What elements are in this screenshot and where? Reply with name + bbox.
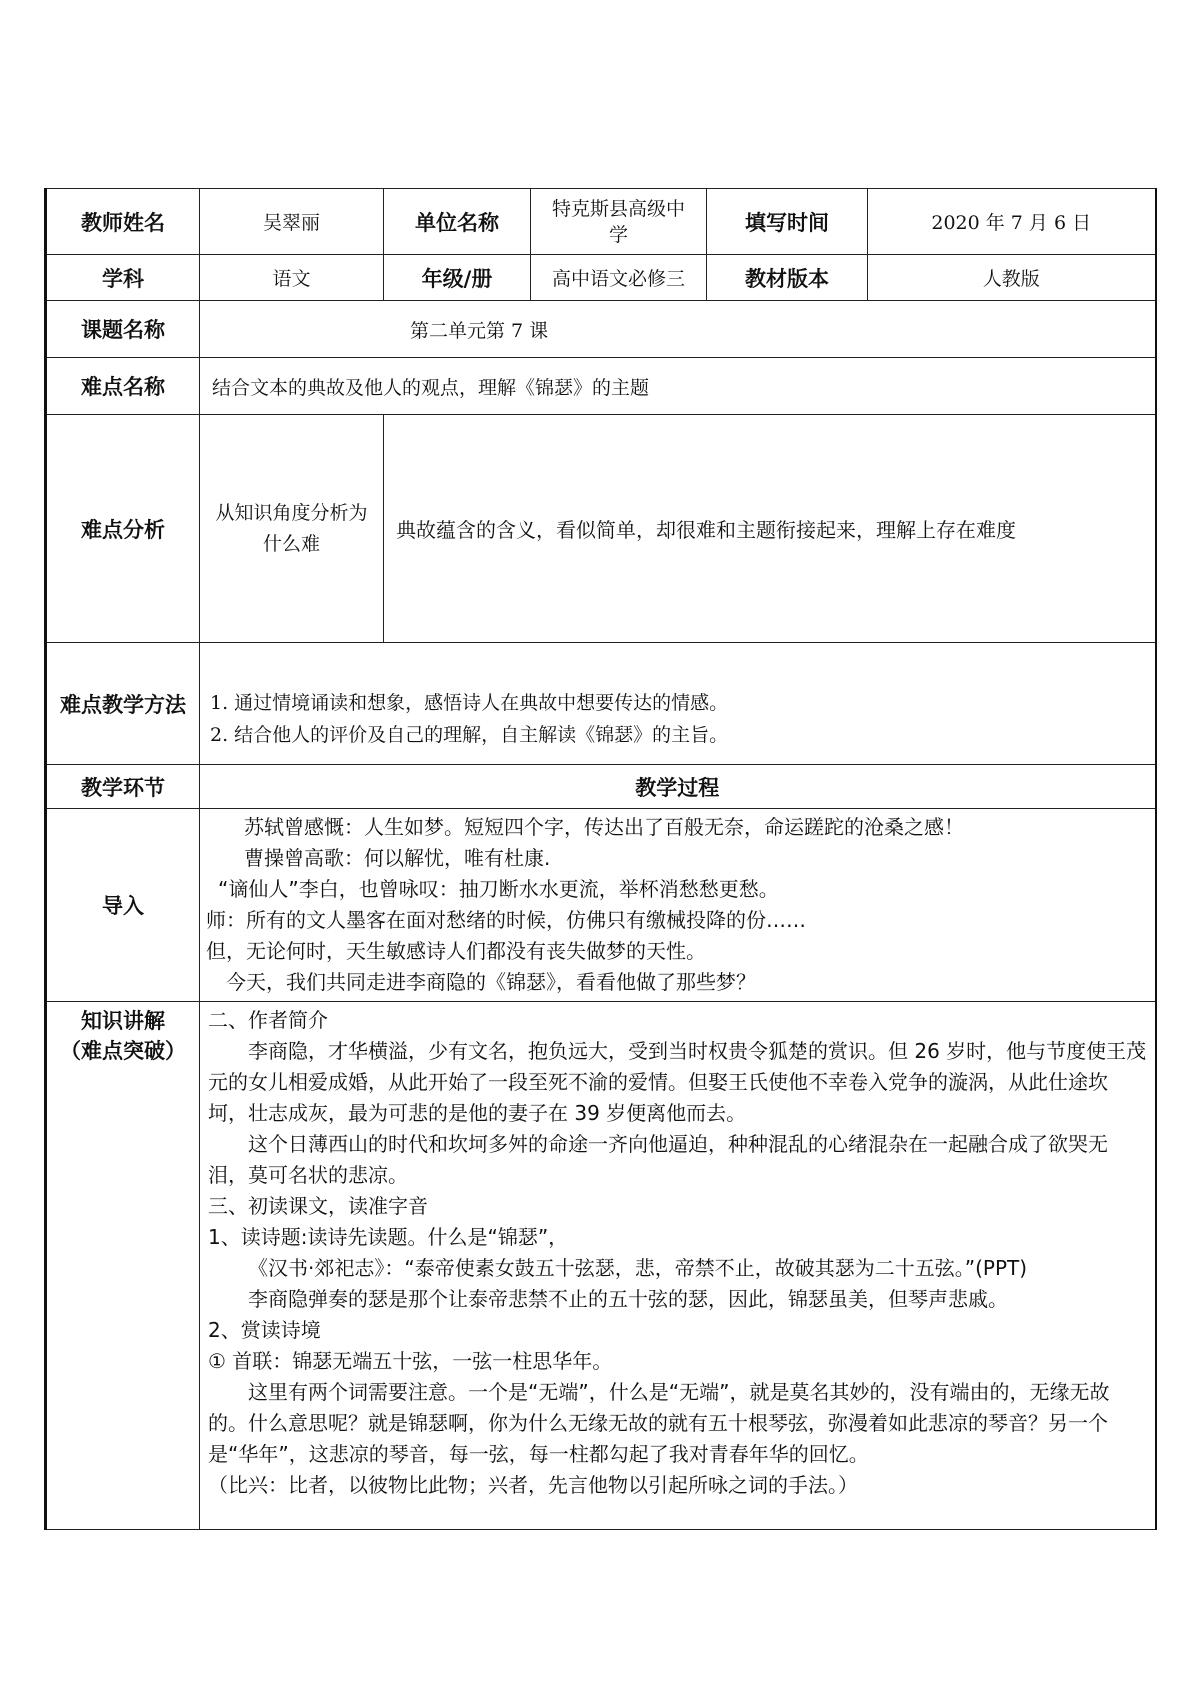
- knowledge-heading: 2、赏读诗境: [208, 1318, 321, 1342]
- unit-name-label: 单位名称: [384, 189, 531, 255]
- analysis-sub-label: 从知识角度分析为什么难: [200, 415, 384, 643]
- knowledge-paragraph: （比兴：比者，以彼物比此物；兴者，先言他物以引起所咏之词的手法。）: [208, 1473, 858, 1497]
- edition-value: 人教版: [868, 255, 1156, 301]
- knowledge-paragraph: 1、读诗题:读诗先读题。什么是“锦瑟”，: [208, 1225, 569, 1249]
- knowledge-paragraph: 这里有两个词需要注意。一个是“无端”，什么是“无端”，就是莫名其妙的，没有端由的，无缘无故的。什么意思呢？就是锦瑟啊，你为什么无缘无故的就有五十根琴弦，弥漫着如此悲凉的琴音？另一个是“华年”，这悲凉的琴音，每一弦，每一柱都勾起了我对青春年华的回忆。: [208, 1380, 1110, 1466]
- intro-line: 今天，我们共同走进李商隐的《锦瑟》，看看他做了那些梦？: [226, 970, 756, 994]
- intro-line: 师：所有的文人墨客在面对愁绪的时候，仿佛只有缴械投降的份……: [206, 908, 806, 932]
- header-row-2: [46, 255, 1156, 301]
- method-row: [46, 643, 1156, 765]
- knowledge-label-line-2: （难点突破）: [60, 1039, 186, 1063]
- difficulty-value: 结合文本的典故及他人的观点，理解《锦瑟》的主题: [200, 358, 1156, 415]
- knowledge-row: [46, 1002, 1156, 1530]
- knowledge-paragraph: 这个日薄西山的时代和坎坷多舛的命途一齐向他逼迫，种种混乱的心绪混杂在一起融合成了欲哭无泪，莫可名状的悲凉。: [208, 1132, 1108, 1187]
- method-content: [200, 643, 1156, 765]
- process-header-row: [46, 765, 1156, 809]
- topic-value: 第二单元第 7 课: [200, 301, 1156, 358]
- lesson-plan-sheet: [44, 188, 1154, 1530]
- grade-value: 高中语文必修三: [531, 255, 707, 301]
- knowledge-paragraph: 李商隐弹奏的瑟是那个让泰帝悲禁不止的五十弦的瑟，因此，锦瑟虽美，但琴声悲戚。: [248, 1287, 1008, 1311]
- knowledge-label-line-1: 知识讲解: [81, 1009, 165, 1033]
- analysis-row: [46, 415, 1156, 643]
- process-header: 教学过程: [200, 765, 1156, 809]
- topic-row: [46, 301, 1156, 358]
- fill-date-label: 填写时间: [707, 189, 868, 255]
- intro-line: “谪仙人”李白，也曾咏叹：抽刀断水水更流，举杯消愁愁更愁。: [218, 877, 779, 901]
- stage-header: 教学环节: [46, 765, 200, 809]
- knowledge-paragraph: 《汉书·郊祀志》：“泰帝使素女鼓五十弦瑟，悲，帝禁不止，故破其瑟为二十五弦。”(PPT): [248, 1256, 1028, 1280]
- intro-line: 苏轼曾感慨：人生如梦。短短四个字，传达出了百般无奈，命运蹉跎的沧桑之感！: [244, 815, 964, 839]
- method-label: 难点教学方法: [46, 643, 200, 765]
- analysis-label: 难点分析: [46, 415, 200, 643]
- intro-row: [46, 809, 1156, 1002]
- unit-name-value: 特克斯县高级中学: [531, 189, 707, 255]
- teacher-name-value: 吴翠丽: [200, 189, 384, 255]
- edition-label: 教材版本: [707, 255, 868, 301]
- topic-label: 课题名称: [46, 301, 200, 358]
- method-line-2: 2. 结合他人的评价及自己的理解，自主解读《锦瑟》的主旨。: [210, 723, 729, 746]
- intro-line: 曹操曾高歌：何以解忧，唯有杜康.: [244, 846, 551, 870]
- method-line-1: 1. 通过情境诵读和想象，感悟诗人在典故中想要传达的情感。: [210, 691, 729, 714]
- fill-date-value: 2020 年 7 月 6 日: [868, 189, 1156, 255]
- knowledge-heading: 三、初读课文，读准字音: [208, 1194, 428, 1218]
- intro-line: 但，无论何时，天生敏感诗人们都没有丧失做梦的天性。: [206, 939, 706, 963]
- header-row-1: [46, 189, 1156, 255]
- grade-label: 年级/册: [384, 255, 531, 301]
- analysis-value: 典故蕴含的含义，看似简单，却很难和主题衔接起来，理解上存在难度: [384, 415, 1156, 643]
- intro-content: [200, 809, 1156, 1002]
- lesson-plan-table: [44, 188, 1157, 1530]
- knowledge-content: [200, 1002, 1156, 1530]
- difficulty-label: 难点名称: [46, 358, 200, 415]
- knowledge-paragraph: 李商隐，才华横溢，少有文名，抱负远大，受到当时权贵令狐楚的赏识。但 26 岁时，他与节度使王茂元的女儿相爱成婚，从此开始了一段至死不渝的爱情。但娶王氏使他不幸卷入党争的漩涡，从此仕途坎坷，壮志成灰，最为可悲的是他的妻子在 39 岁便离他而去。: [208, 1039, 1147, 1125]
- knowledge-heading: 二、作者简介: [208, 1008, 328, 1032]
- subject-label: 学科: [46, 255, 200, 301]
- knowledge-paragraph: ① 首联：锦瑟无端五十弦，一弦一柱思华年。: [208, 1349, 613, 1373]
- knowledge-label: [46, 1002, 200, 1530]
- teacher-name-label: 教师姓名: [46, 189, 200, 255]
- subject-value: 语文: [200, 255, 384, 301]
- intro-label: 导入: [46, 809, 200, 1002]
- difficulty-row: [46, 358, 1156, 415]
